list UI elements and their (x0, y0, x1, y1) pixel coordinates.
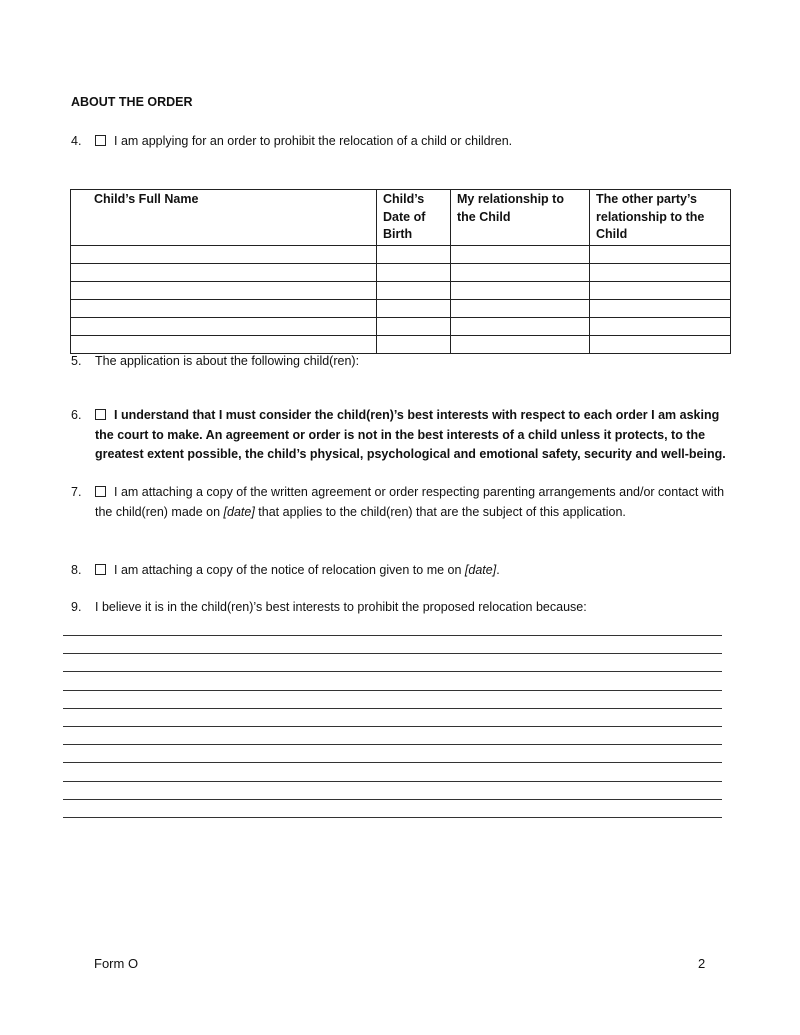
table-row (71, 281, 731, 299)
item-8 (71, 561, 731, 581)
answer-line[interactable] (63, 799, 722, 817)
children-table (70, 189, 731, 354)
cell-other-relationship[interactable] (590, 317, 731, 335)
cell-child-name[interactable] (71, 299, 377, 317)
answer-line[interactable] (63, 653, 722, 671)
cell-my-relationship[interactable] (451, 263, 590, 281)
cell-other-relationship[interactable] (590, 335, 731, 353)
item-8-checkbox[interactable] (95, 564, 106, 575)
item-5-text: The application is about the following child(ren): (95, 354, 360, 368)
item-9-text: I believe it is in the child(ren)’s best interests to prohibit the proposed relocation because: (95, 600, 587, 614)
cell-child-name[interactable] (71, 335, 377, 353)
item-4-number: 4. (71, 134, 82, 148)
item-6 (71, 406, 731, 465)
item-9 (71, 598, 731, 618)
header-my-relationship: My relationship to the Child (451, 190, 590, 246)
cell-child-dob[interactable] (377, 299, 451, 317)
footer-page-number: 2 (698, 956, 706, 971)
item-4 (71, 132, 731, 152)
table-row (71, 299, 731, 317)
item-6-text: I understand that I must consider the child(ren)’s best interests with respect to each order I am asking the court to make. An agreement or order is not in the best interests of a child unless it protects, to the greatest extent possible, the child’s physical, psychological and emotional safety, security and well-being. (95, 408, 726, 461)
cell-child-name[interactable] (71, 263, 377, 281)
table-header-row (71, 190, 731, 246)
table-row (71, 317, 731, 335)
cell-child-dob[interactable] (377, 281, 451, 299)
item-7-checkbox[interactable] (95, 486, 106, 497)
answer-line[interactable] (63, 744, 722, 762)
cell-child-dob[interactable] (377, 335, 451, 353)
item-8-text-before: I am attaching a copy of the notice of relocation given to me on (114, 563, 465, 577)
item-6-checkbox[interactable] (95, 409, 106, 420)
answer-lines[interactable] (63, 635, 722, 818)
item-5 (71, 352, 731, 372)
cell-child-name[interactable] (71, 281, 377, 299)
cell-other-relationship[interactable] (590, 263, 731, 281)
answer-line[interactable] (63, 690, 722, 708)
cell-other-relationship[interactable] (590, 245, 731, 263)
answer-line[interactable] (63, 708, 722, 726)
cell-my-relationship[interactable] (451, 245, 590, 263)
item-7-text-after: that applies to the child(ren) that are the subject of this application. (254, 504, 626, 519)
item-4-checkbox[interactable] (95, 135, 106, 146)
item-7-number: 7. (71, 485, 82, 499)
cell-child-name[interactable] (71, 245, 377, 263)
answer-line[interactable] (63, 781, 722, 799)
cell-other-relationship[interactable] (590, 299, 731, 317)
answer-line[interactable] (63, 726, 722, 744)
cell-my-relationship[interactable] (451, 335, 590, 353)
answer-line[interactable] (63, 762, 722, 780)
item-9-number: 9. (71, 600, 82, 614)
cell-child-name[interactable] (71, 317, 377, 335)
answer-line[interactable] (63, 671, 722, 689)
header-childs-full-name: Child’s Full Name (71, 190, 377, 246)
item-7-text-before: I am attaching a copy of the written agreement or order respecting parenting arrangements and/or contact with the child(ren) made on (95, 485, 725, 519)
item-8-number: 8. (71, 563, 82, 577)
cell-other-relationship[interactable] (590, 281, 731, 299)
section-heading: ABOUT THE ORDER (71, 95, 193, 109)
table-row (71, 263, 731, 281)
item-6-number: 6. (71, 408, 82, 422)
item-5-number: 5. (71, 354, 82, 368)
item-7-date-placeholder: [date] (223, 504, 255, 519)
cell-child-dob[interactable] (377, 245, 451, 263)
item-8-text-after: . (496, 563, 500, 577)
table-row (71, 245, 731, 263)
answer-line[interactable] (63, 817, 722, 818)
cell-my-relationship[interactable] (451, 317, 590, 335)
item-7 (71, 483, 731, 522)
item-4-text: I am applying for an order to prohibit the relocation of a child or children. (114, 134, 513, 148)
footer-form-name: Form O (94, 956, 139, 971)
header-childs-date-of-birth: Child’s Date of Birth (377, 190, 451, 246)
header-other-party-relationship: The other party’s relationship to the Child (590, 190, 731, 246)
cell-child-dob[interactable] (377, 263, 451, 281)
item-8-date-placeholder: [date] (464, 563, 497, 577)
answer-line[interactable] (63, 635, 722, 653)
cell-my-relationship[interactable] (451, 281, 590, 299)
cell-child-dob[interactable] (377, 317, 451, 335)
table-row (71, 335, 731, 353)
cell-my-relationship[interactable] (451, 299, 590, 317)
